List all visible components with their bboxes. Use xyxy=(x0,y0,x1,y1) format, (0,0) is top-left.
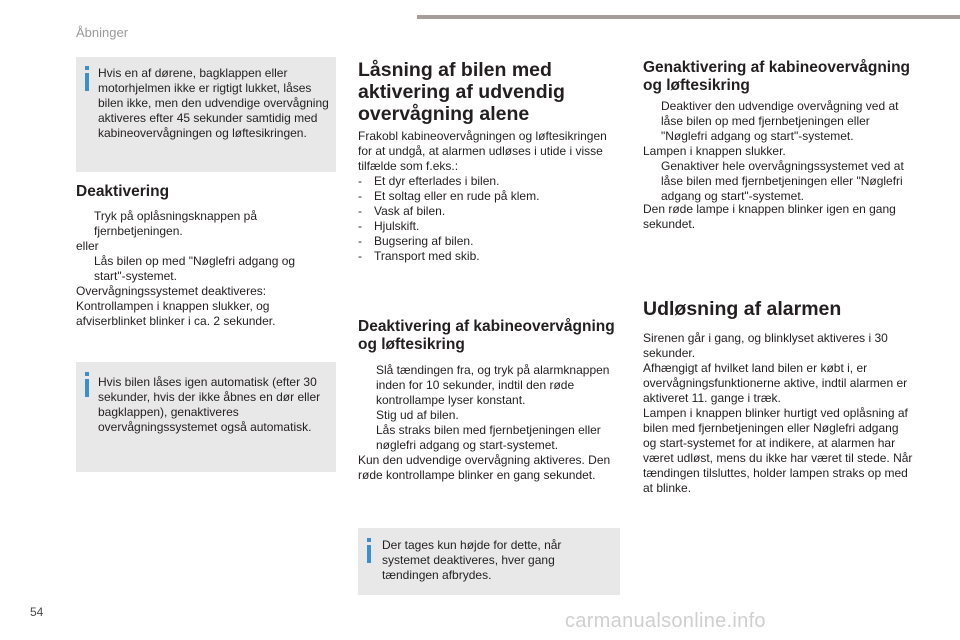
dash-item: - Transport med skib. xyxy=(358,249,480,263)
footer-watermark: carmanualsonline.info xyxy=(565,610,766,632)
heading-deaktivering-kabine: Deaktivering af kabineovervågning og løftesikring xyxy=(358,318,615,353)
list-item: Deaktiver den udvendige overvågning ved at låse bilen op med fjernbetjeningen eller "Nøglefri adgang og start"-systemet. xyxy=(661,99,899,143)
heading-genaktivering: Genaktivering af kabineovervågning og løftesikring xyxy=(643,59,911,94)
lamp-blink-text: Den røde lampe i knappen blinker igen en gang sekundet. xyxy=(643,202,896,231)
info-icon xyxy=(85,379,89,397)
info-note-text: Hvis en af dørene, bagklappen eller motorhjelmen ikke er rigtigt lukket, låses bilen ikke, men den udvendige overvågning aktiveres efter 45 sekunder samtidig med kabineovervågningen og løftesikringen. xyxy=(98,66,329,140)
heading-deaktivering: Deaktivering xyxy=(76,183,170,200)
info-note-relock xyxy=(76,362,336,472)
heading-laasning: Låsning af bilen med aktivering af udvendig overvågning alene xyxy=(358,59,565,125)
page-number: 54 xyxy=(30,605,44,619)
info-note-text: Hvis bilen låses igen automatisk (efter 30 sekunder, hvis der ikke åbnes en dør eller bagklappen), genaktiveres overvågningssystemet også automatisk. xyxy=(98,375,321,434)
deactivation-result: Overvågningssystemet deaktiveres: Kontrollampen i knappen slukker, og afviserblinket blinker i ca. 2 sekunder. xyxy=(76,284,276,328)
dash-item: - Hjulskift. xyxy=(358,219,420,233)
info-icon xyxy=(85,73,89,91)
list-item: Slå tændingen fra, og tryk på alarmknappen inden for 10 sekunder, indtil den røde kontrollampe lyser konstant. xyxy=(376,363,610,407)
list-item: Stig ud af bilen. xyxy=(376,408,459,422)
list-item: Tryk på oplåsningsknappen på fjernbetjeningen. xyxy=(94,209,257,238)
info-note-doors xyxy=(76,57,336,172)
dash-item: - Et soltag eller en rude på klem. xyxy=(358,189,540,203)
lamp-off-text: Lampen i knappen slukker. xyxy=(643,144,786,158)
alarm-text: Sirenen går i gang, og blinklyset aktiveres i 30 sekunder. Afhængigt af hvilket land bilen er købt i, er overvågningsfunktionerne aktive, indtil alarmen er aktiveret 11. gange i træk. Lampen i knappen blinker hurtigt ved oplåsning af bilen med fjernbetjeningen eller Nøglefri adgang og start-systemet for at indikere, at alarmen har været udløst, mens du ikke har været til stede. Når tændingen tilsluttes, holder lampen straks op med at blinke. xyxy=(643,331,913,495)
info-note-text: Der tages kun højde for dette, når systemet deaktiveres, hver gang tændingen afbrydes. xyxy=(382,538,562,582)
dash-item: - Et dyr efterlades i bilen. xyxy=(358,174,500,188)
heading-udloesning: Udløsning af alarmen xyxy=(643,298,842,320)
header-title: Åbninger xyxy=(76,25,129,40)
intro-text: Frakobl kabineovervågningen og løftesikringen for at undgå, at alarmen udløses i utide i visse tilfælde som f.eks.: xyxy=(358,129,607,173)
info-note-ignition xyxy=(358,528,620,595)
header-bar xyxy=(417,15,960,19)
list-item: Lås straks bilen med fjernbetjeningen eller nøglefri adgang og start-systemet. xyxy=(376,423,601,452)
list-item: Genaktiver hele overvågningssystemet ved at låse bilen med fjernbetjeningen eller "Nøglefri adgang og start"-systemet. xyxy=(661,159,904,203)
list-item: Lås bilen op med "Nøglefri adgang og start"-systemet. xyxy=(94,254,296,283)
info-icon xyxy=(367,545,371,563)
dash-item: - Bugsering af bilen. xyxy=(358,234,474,248)
result-text: Kun den udvendige overvågning aktiveres. Den røde kontrollampe blinker en gang sekundet. xyxy=(358,453,611,482)
dash-item: - Vask af bilen. xyxy=(358,204,446,218)
or-text: eller xyxy=(76,239,99,253)
